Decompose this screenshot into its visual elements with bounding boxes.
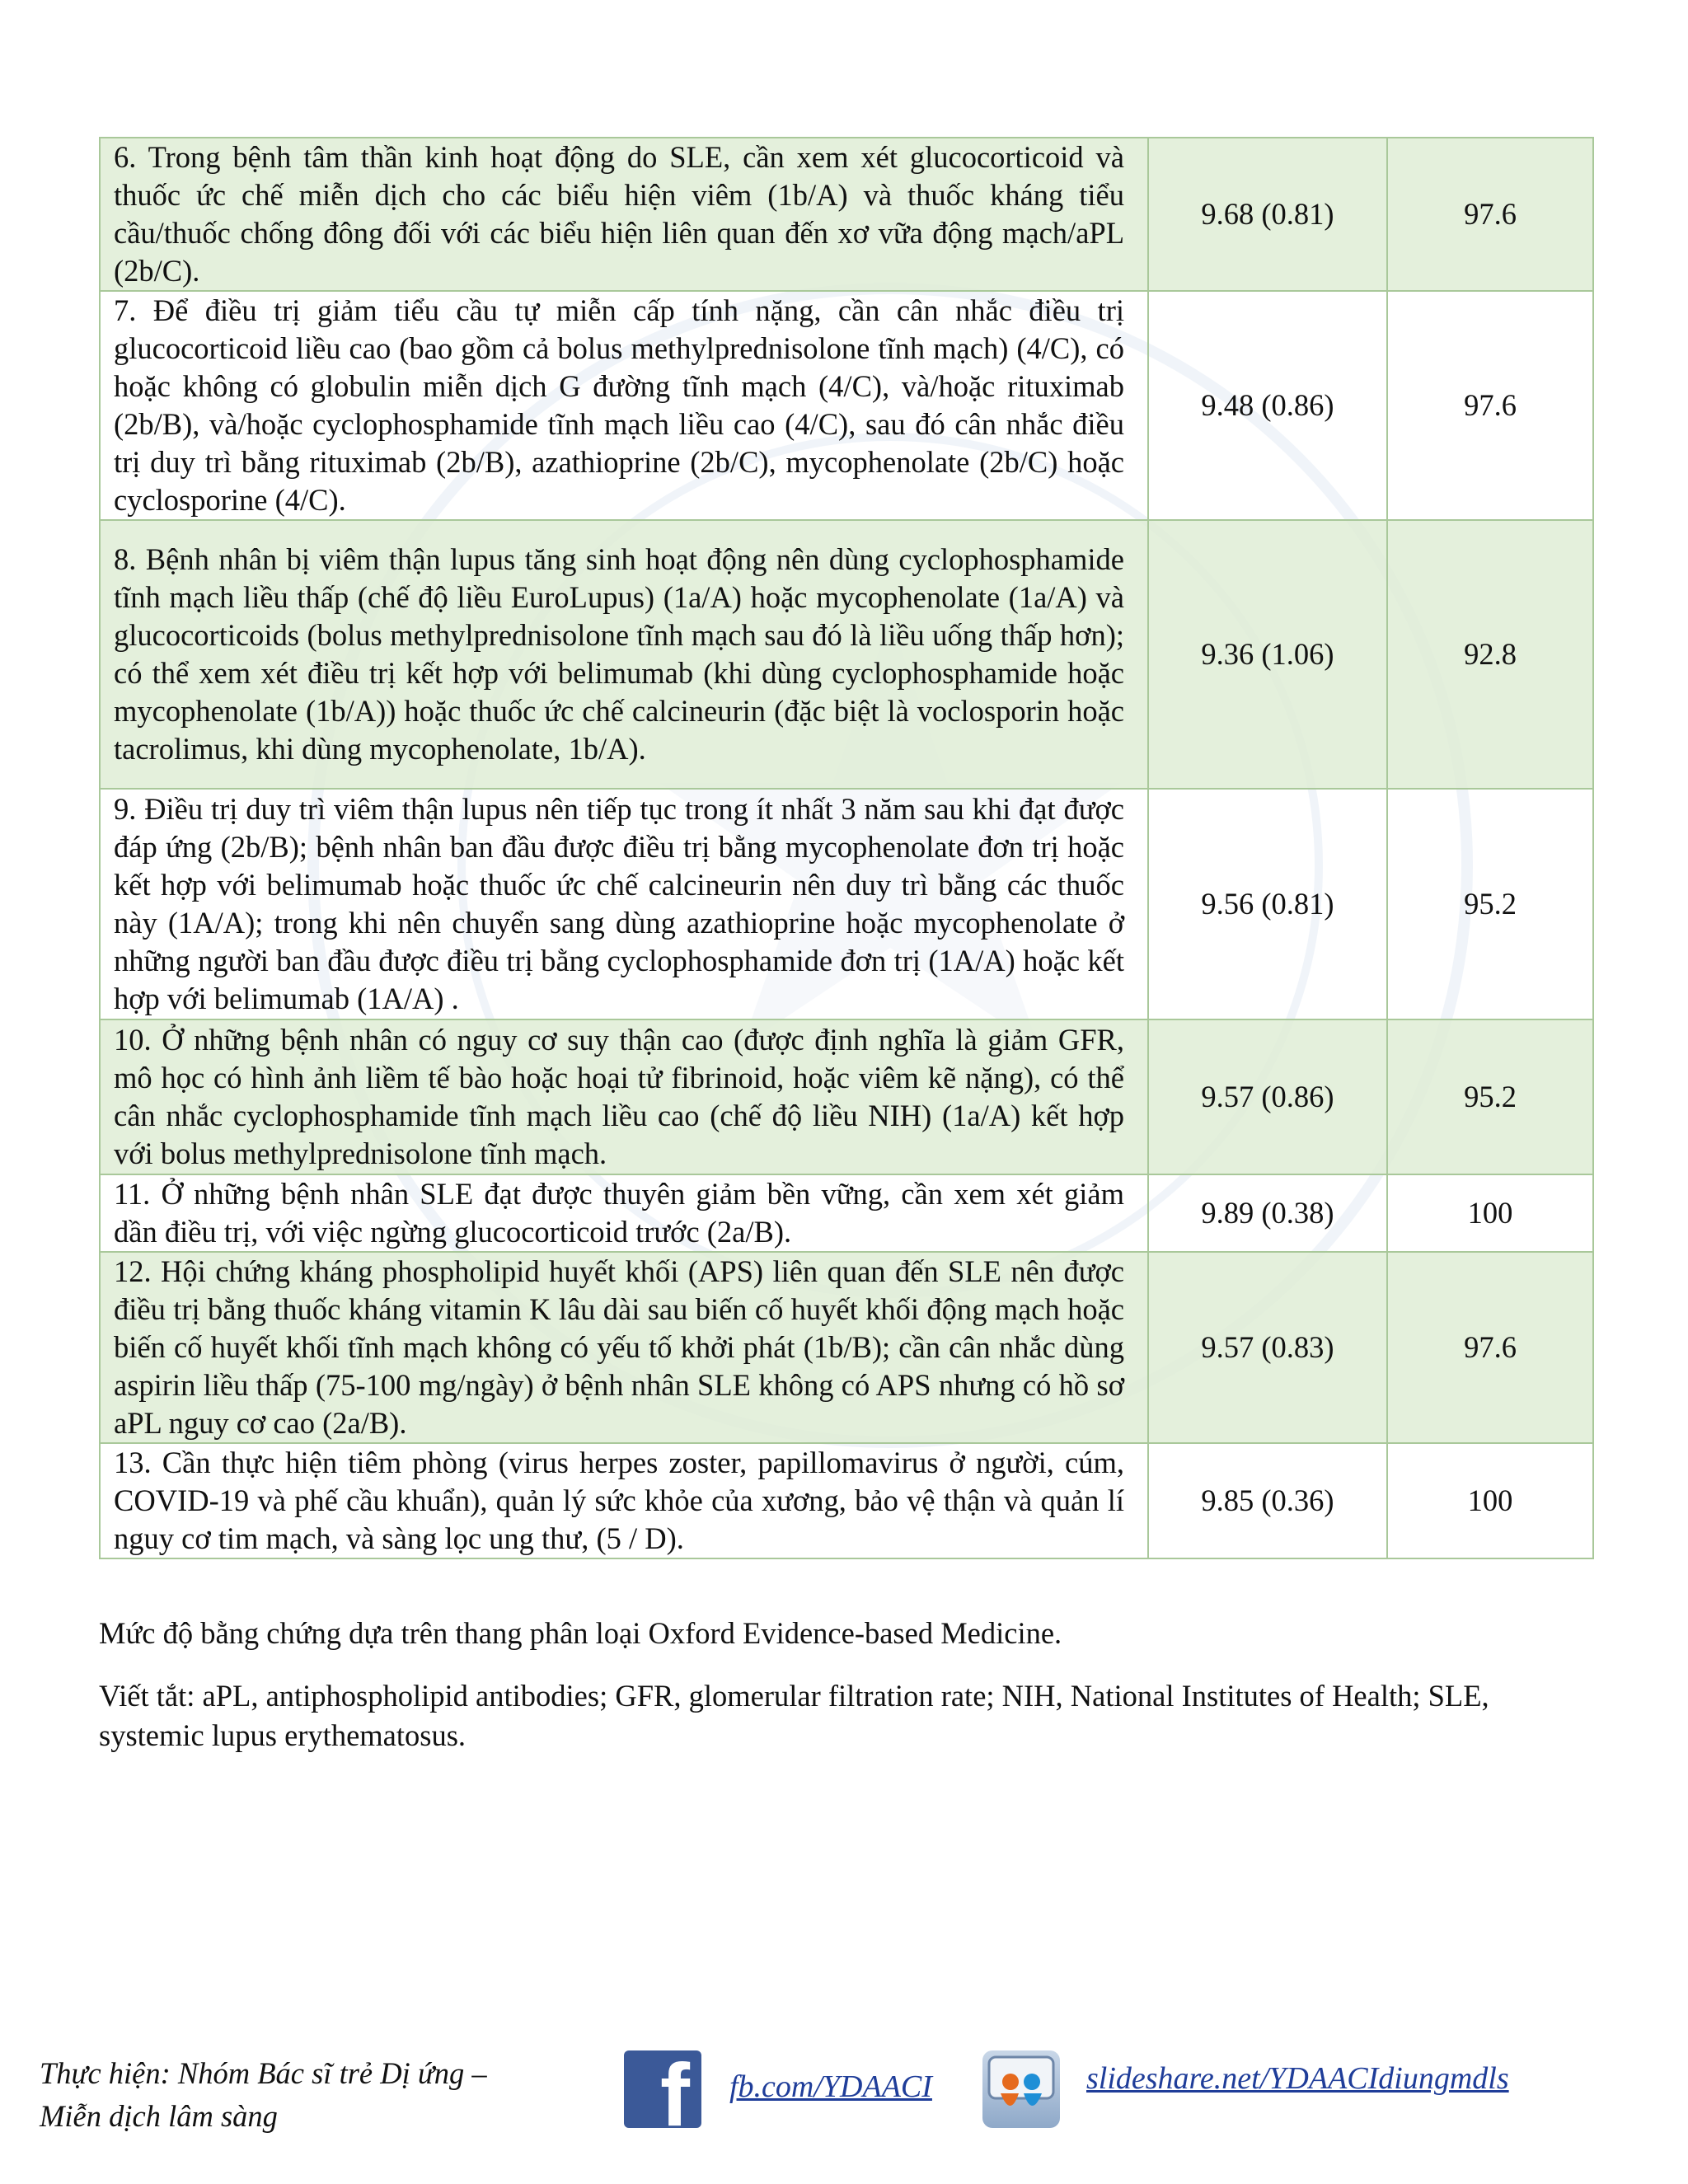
facebook-glyph: f — [660, 2050, 690, 2128]
recommendation-text: 7. Để điều trị giảm tiểu cầu tự miễn cấp tính nặng, cần cân nhắc điều trị glucocorticoid liều cao (bao gồm cả bolus methylprednisolone tĩnh mạch) (4/C), có hoặc không có globulin miễn dịch G đường tĩnh mạch (4/C), và/hoặc rituximab (2b/B), và/hoặc cyclophosphamide tĩnh mạch liều cao (4/C), sau đó cân nhắc điều trị duy trì bằng rituximab (2b/B), azathioprine (2b/C), mycophenolate (2b/C) hoặc cyclosporine (4/C). — [100, 291, 1148, 520]
table-row — [100, 789, 1593, 1019]
table-row — [100, 138, 1593, 291]
slideshare-glyph — [982, 2050, 1060, 2128]
recommendation-text: 11. Ở những bệnh nhân SLE đạt được thuyên giảm bền vững, cần xem xét giảm dần điều trị, với việc ngừng glucocorticoid trước (2a/B). — [100, 1174, 1148, 1252]
score-value: 9.85 (0.36) — [1148, 1443, 1387, 1558]
score-value: 9.57 (0.83) — [1148, 1252, 1387, 1443]
agreement-value: 100 — [1387, 1443, 1593, 1558]
score-value: 9.48 (0.86) — [1148, 291, 1387, 520]
agreement-value: 100 — [1387, 1174, 1593, 1252]
abbreviations-note: Viết tắt: aPL, antiphospholipid antibodies; GFR, glomerular filtration rate; NIH, National Institutes of Health; SLE, systemic lupus erythematosus. — [99, 1679, 1489, 1752]
evidence-note: Mức độ bằng chứng dựa trên thang phân loại Oxford Evidence-based Medicine. — [99, 1616, 1062, 1650]
recommendation-text: 6. Trong bệnh tâm thần kinh hoạt động do SLE, cần xem xét glucocorticoid và thuốc ức chế miễn dịch cho các biểu hiện viêm (1b/A) và thuốc kháng tiểu cầu/thuốc chống đông đối với các biểu hiện liên quan đến xơ vữa động mạch/aPL (2b/C). — [100, 138, 1148, 291]
facebook-link[interactable]: fb.com/YDAACI — [729, 2069, 932, 2104]
agreement-value: 92.8 — [1387, 520, 1593, 789]
score-value: 9.68 (0.81) — [1148, 138, 1387, 291]
recommendations-table — [99, 137, 1594, 1559]
recommendation-text: 9. Điều trị duy trì viêm thận lupus nên tiếp tục trong ít nhất 3 năm sau khi đạt được đáp ứng (2b/B); bệnh nhân ban đầu được điều trị bằng mycophenolate đơn trị hoặc kết hợp với belimumab hoặc thuốc ức chế calcineurin nên duy trì bằng các thuốc này (1A/A); trong khi nên chuyển sang dùng azathioprine hoặc mycophenolate ở những người ban đầu được điều trị bằng cyclophosphamide đơn trị (1A/A) hoặc kết hợp với belimumab (1A/A) . — [100, 789, 1148, 1019]
slideshare-icon[interactable] — [982, 2050, 1060, 2128]
score-value: 9.56 (0.81) — [1148, 789, 1387, 1019]
score-value: 9.57 (0.86) — [1148, 1019, 1387, 1174]
recommendation-text: 13. Cần thực hiện tiêm phòng (virus herpes zoster, papillomavirus ở người, cúm, COVID-19 và phế cầu khuẩn), quản lý sức khỏe của xương, bảo vệ thận và quản lí nguy cơ tim mạch, và sàng lọc ung thư, (5 / D). — [100, 1443, 1148, 1558]
agreement-value: 97.6 — [1387, 291, 1593, 520]
recommendation-text: 12. Hội chứng kháng phospholipid huyết khối (APS) liên quan đến SLE nên được điều trị bằng thuốc kháng vitamin K lâu dài sau biến cố huyết khối động mạch hoặc biến cố huyết khối tĩnh mạch không có yếu tố khởi phát (1b/B); cần cân nhắc dùng aspirin liều thấp (75-100 mg/ngày) ở bệnh nhân SLE không có APS nhưng có hồ sơ aPL nguy cơ cao (2a/B). — [100, 1252, 1148, 1443]
table-row — [100, 520, 1593, 789]
table-row — [100, 1443, 1593, 1558]
table-row — [100, 1174, 1593, 1252]
table-row — [100, 291, 1593, 520]
slideshare-link[interactable]: slideshare.net/YDAACIdiungmdls — [1086, 2061, 1509, 2096]
score-value: 9.36 (1.06) — [1148, 520, 1387, 789]
facebook-icon[interactable] — [624, 2050, 701, 2128]
agreement-value: 95.2 — [1387, 789, 1593, 1019]
credit-line-1: Thực hiện: Nhóm Bác sĩ trẻ Dị ứng – — [40, 2056, 487, 2090]
footer-credit — [40, 2052, 584, 2138]
recommendation-text: 10. Ở những bệnh nhân có nguy cơ suy thận cao (được định nghĩa là giảm GFR, mô học có hình ảnh liềm tế bào hoặc hoại tử fibrinoid, hoặc viêm kẽ nặng), có thể cân nhắc cyclophosphamide tĩnh mạch liều cao (chế độ liều NIH) (1a/A) kết hợp với bolus methylprednisolone tĩnh mạch. — [100, 1019, 1148, 1174]
table-row — [100, 1019, 1593, 1174]
credit-line-2: Miễn dịch lâm sàng — [40, 2099, 278, 2133]
agreement-value: 97.6 — [1387, 138, 1593, 291]
recommendation-text: 8. Bệnh nhân bị viêm thận lupus tăng sinh hoạt động nên dùng cyclophosphamide tĩnh mạch liều thấp (chế độ liều EuroLupus) (1a/A) hoặc mycophenolate (1a/A) và glucocorticoids (bolus methylprednisolone tĩnh mạch sau đó là liều uống thấp hơn); có thể xem xét điều trị kết hợp với belimumab (khi dùng cyclophosphamide hoặc mycophenolate (1b/A)) hoặc thuốc ức chế calcineurin (đặc biệt là voclosporin hoặc tacrolimus, khi dùng mycophenolate, 1b/A). — [100, 520, 1148, 789]
score-value: 9.89 (0.38) — [1148, 1174, 1387, 1252]
table-row — [100, 1252, 1593, 1443]
agreement-value: 95.2 — [1387, 1019, 1593, 1174]
agreement-value: 97.6 — [1387, 1252, 1593, 1443]
